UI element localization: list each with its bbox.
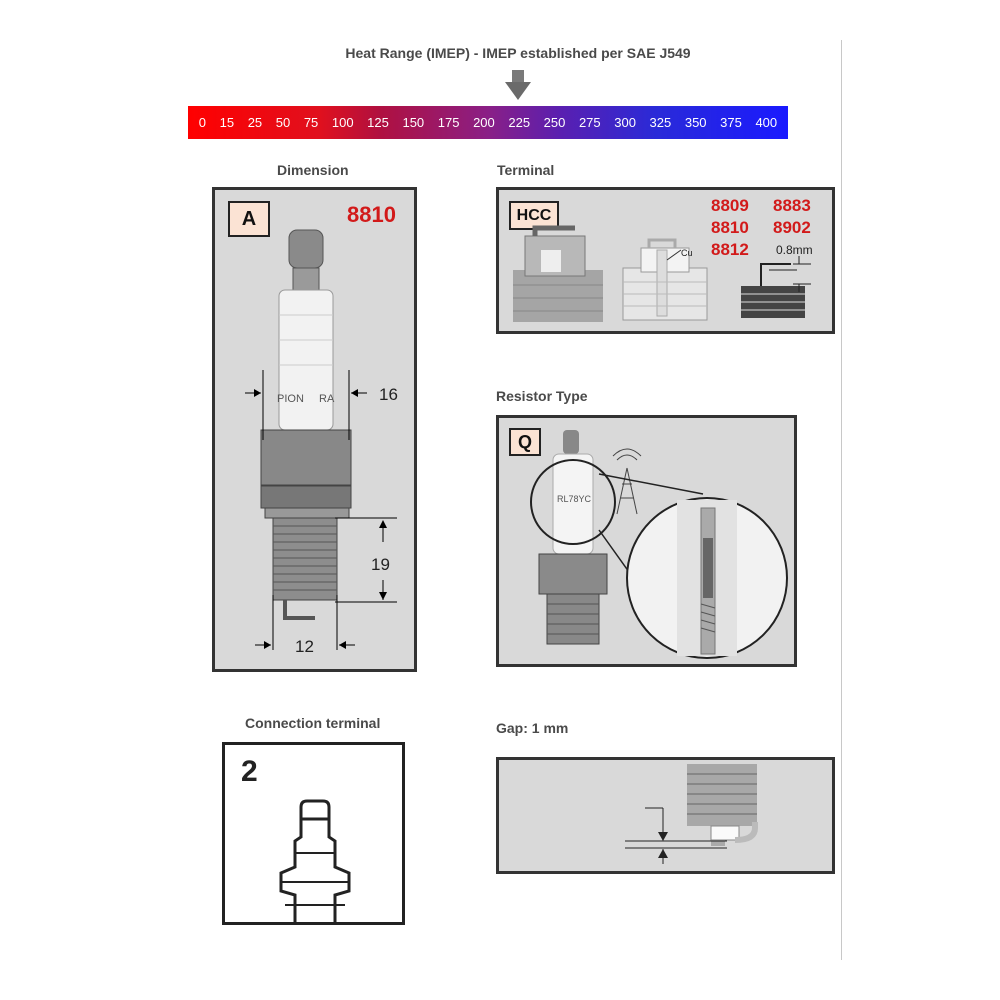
resistor-insulator-text: RL78YC xyxy=(557,494,592,504)
dimension-reach-value: 19 xyxy=(371,555,390,574)
heat-range-value: 100 xyxy=(331,115,354,130)
insulator-text-left: PION xyxy=(277,393,304,405)
heat-range-value: 225 xyxy=(508,115,531,130)
terminal-gap-label: 0.8mm xyxy=(776,243,813,257)
heat-range-value: 400 xyxy=(755,115,778,130)
heat-range-value: 300 xyxy=(614,115,636,130)
terminal-part-number: 8902 xyxy=(773,218,811,237)
resistor-heading: Resistor Type xyxy=(496,388,588,404)
connection-panel xyxy=(222,742,405,925)
terminal-part-number: 8812 xyxy=(711,240,749,259)
heat-range-value: 15 xyxy=(219,115,235,130)
heat-range-value: 50 xyxy=(275,115,291,130)
connection-heading: Connection terminal xyxy=(245,715,381,731)
dimension-thread-value: 12 xyxy=(295,637,314,656)
resistor-tag: Q xyxy=(509,428,541,456)
cu-label: Cu xyxy=(681,248,693,258)
heat-range-value: 75 xyxy=(303,115,319,130)
gap-illustration xyxy=(499,760,833,872)
heat-range-value: 25 xyxy=(247,115,263,130)
dimension-hex-value: 16 xyxy=(379,385,398,404)
heat-range-value: 150 xyxy=(402,115,425,130)
dimension-panel xyxy=(212,187,417,672)
heat-range-value: 275 xyxy=(578,115,601,130)
terminal-part-number: 8883 xyxy=(773,196,811,215)
heat-range-title: Heat Range (IMEP) - IMEP established per SAE J549 xyxy=(345,45,691,61)
gap-heading: Gap: 1 mm xyxy=(496,720,569,736)
resistor-panel xyxy=(496,415,797,667)
heat-range-value: 0 xyxy=(198,115,207,130)
resistor-illustration xyxy=(499,418,795,665)
dimension-tag: A xyxy=(228,201,270,237)
heat-range-value: 350 xyxy=(684,115,707,130)
terminal-part-number: 8809 xyxy=(711,196,749,215)
terminal-heading: Terminal xyxy=(497,162,555,178)
dimension-heading: Dimension xyxy=(277,162,349,178)
connection-tag: 2 xyxy=(241,755,258,788)
heat-range-value: 175 xyxy=(437,115,460,130)
heat-range-value: 325 xyxy=(649,115,672,130)
dimension-part-number: 8810 xyxy=(347,202,396,227)
heat-range-value: 125 xyxy=(367,115,389,130)
heat-range-indicator-arrow-icon xyxy=(503,70,533,102)
terminal-panel xyxy=(496,187,835,334)
heat-range-scale xyxy=(188,106,788,139)
terminal-part-number: 8810 xyxy=(711,218,749,237)
terminal-illustration xyxy=(499,190,833,332)
insulator-text-right: RA xyxy=(319,393,335,405)
spark-plug-dimension-drawing xyxy=(215,190,415,670)
gap-panel xyxy=(496,757,835,874)
connection-terminal-drawing xyxy=(225,745,402,922)
page-divider xyxy=(841,40,842,960)
heat-range-value: 375 xyxy=(720,115,742,130)
terminal-tag: HCC xyxy=(509,201,559,230)
heat-range-value: 200 xyxy=(473,115,495,130)
heat-range-value: 250 xyxy=(543,115,566,130)
